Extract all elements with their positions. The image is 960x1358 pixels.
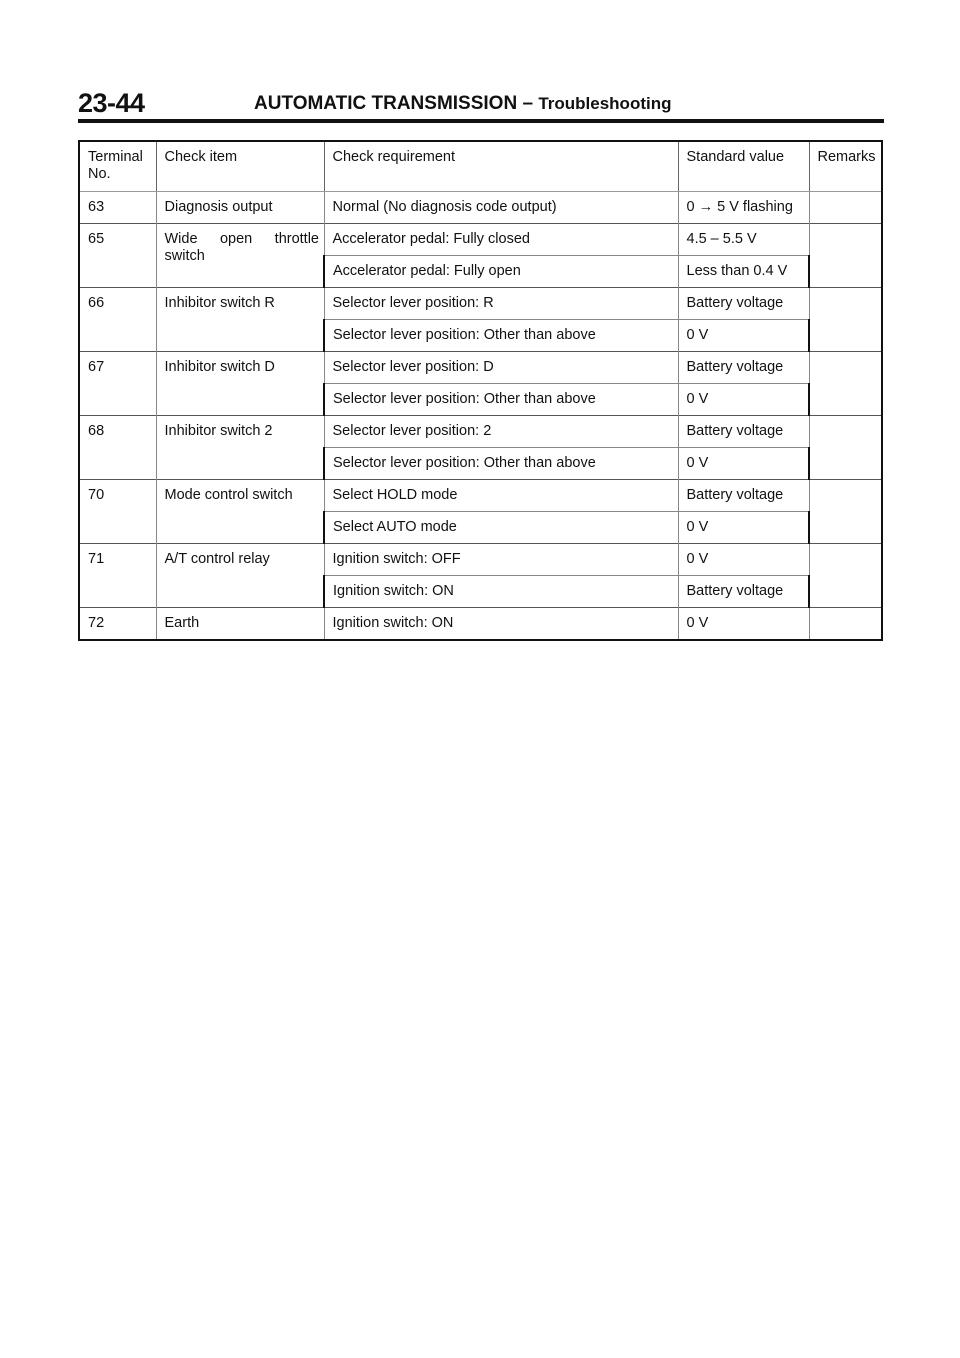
- standard-value: Battery voltage: [678, 480, 809, 512]
- standard-value: 4.5 – 5.5 V: [678, 224, 809, 256]
- page-header: [78, 88, 884, 122]
- check-requirement: Selector lever position: Other than above: [324, 384, 678, 416]
- check-item: Earth: [156, 608, 324, 640]
- table-body: [79, 192, 882, 640]
- table-row: [79, 608, 882, 640]
- check-requirement: Ignition switch: OFF: [324, 544, 678, 576]
- table-row: [79, 288, 882, 320]
- table-row: [79, 352, 882, 384]
- column-header-terminal: Terminal No.: [79, 141, 156, 192]
- check-requirement: Accelerator pedal: Fully closed: [324, 224, 678, 256]
- check-requirement: Ignition switch: ON: [324, 576, 678, 608]
- table-row: [79, 480, 882, 512]
- standard-value: 0 V: [678, 448, 809, 480]
- table-row: [79, 224, 882, 256]
- page-title: [254, 93, 671, 115]
- column-header-standard-value: Standard value: [678, 141, 809, 192]
- check-requirement: Accelerator pedal: Fully open: [324, 256, 678, 288]
- page-number: 23-44: [78, 88, 145, 118]
- remarks: [809, 544, 882, 608]
- check-requirement: Selector lever position: D: [324, 352, 678, 384]
- terminal-number: 67: [79, 352, 156, 416]
- check-requirement: Select AUTO mode: [324, 512, 678, 544]
- check-requirement: Selector lever position: R: [324, 288, 678, 320]
- standard-value: 0 V: [678, 512, 809, 544]
- column-header-check-requirement: Check requirement: [324, 141, 678, 192]
- standard-value: 0 V: [678, 544, 809, 576]
- terminal-number: 72: [79, 608, 156, 640]
- title-separator: –: [522, 93, 534, 114]
- section-title: AUTOMATIC TRANSMISSION: [254, 93, 518, 114]
- standard-value: 0 V: [678, 320, 809, 352]
- standard-value: Less than 0.4 V: [678, 256, 809, 288]
- check-item: Inhibitor switch D: [156, 352, 324, 416]
- check-item: Inhibitor switch R: [156, 288, 324, 352]
- check-requirement: Ignition switch: ON: [324, 608, 678, 640]
- header-rule: [78, 119, 884, 123]
- column-header-remarks: Remarks: [809, 141, 882, 192]
- standard-value: 0 → 5 V flashing: [678, 192, 809, 224]
- check-requirement: Selector lever position: Other than above: [324, 448, 678, 480]
- table-header-row: [79, 141, 882, 192]
- standard-value: Battery voltage: [678, 576, 809, 608]
- check-item: A/T control relay: [156, 544, 324, 608]
- check-requirement: Selector lever position: Other than above: [324, 320, 678, 352]
- standard-value: Battery voltage: [678, 352, 809, 384]
- remarks: [809, 352, 882, 416]
- remarks: [809, 192, 882, 224]
- check-item: Diagnosis output: [156, 192, 324, 224]
- standard-value: Battery voltage: [678, 416, 809, 448]
- terminal-number: 65: [79, 224, 156, 288]
- section-subtitle: Troubleshooting: [538, 94, 672, 113]
- remarks: [809, 224, 882, 288]
- check-item: Inhibitor switch 2: [156, 416, 324, 480]
- remarks: [809, 608, 882, 640]
- terminal-number: 71: [79, 544, 156, 608]
- check-requirement: Select HOLD mode: [324, 480, 678, 512]
- check-requirement: Normal (No diagnosis code output): [324, 192, 678, 224]
- terminal-number: 66: [79, 288, 156, 352]
- table-row: [79, 192, 882, 224]
- table-row: [79, 416, 882, 448]
- standard-value: 0 V: [678, 384, 809, 416]
- terminal-number: 70: [79, 480, 156, 544]
- check-item: Mode control switch: [156, 480, 324, 544]
- column-header-check-item: Check item: [156, 141, 324, 192]
- standard-value: 0 V: [678, 608, 809, 640]
- remarks: [809, 416, 882, 480]
- standard-value: Battery voltage: [678, 288, 809, 320]
- check-requirement: Selector lever position: 2: [324, 416, 678, 448]
- check-item: Wide open throttle switch: [156, 224, 324, 288]
- table-row: [79, 544, 882, 576]
- remarks: [809, 288, 882, 352]
- terminal-number: 63: [79, 192, 156, 224]
- remarks: [809, 480, 882, 544]
- terminal-check-table: [78, 140, 883, 641]
- terminal-number: 68: [79, 416, 156, 480]
